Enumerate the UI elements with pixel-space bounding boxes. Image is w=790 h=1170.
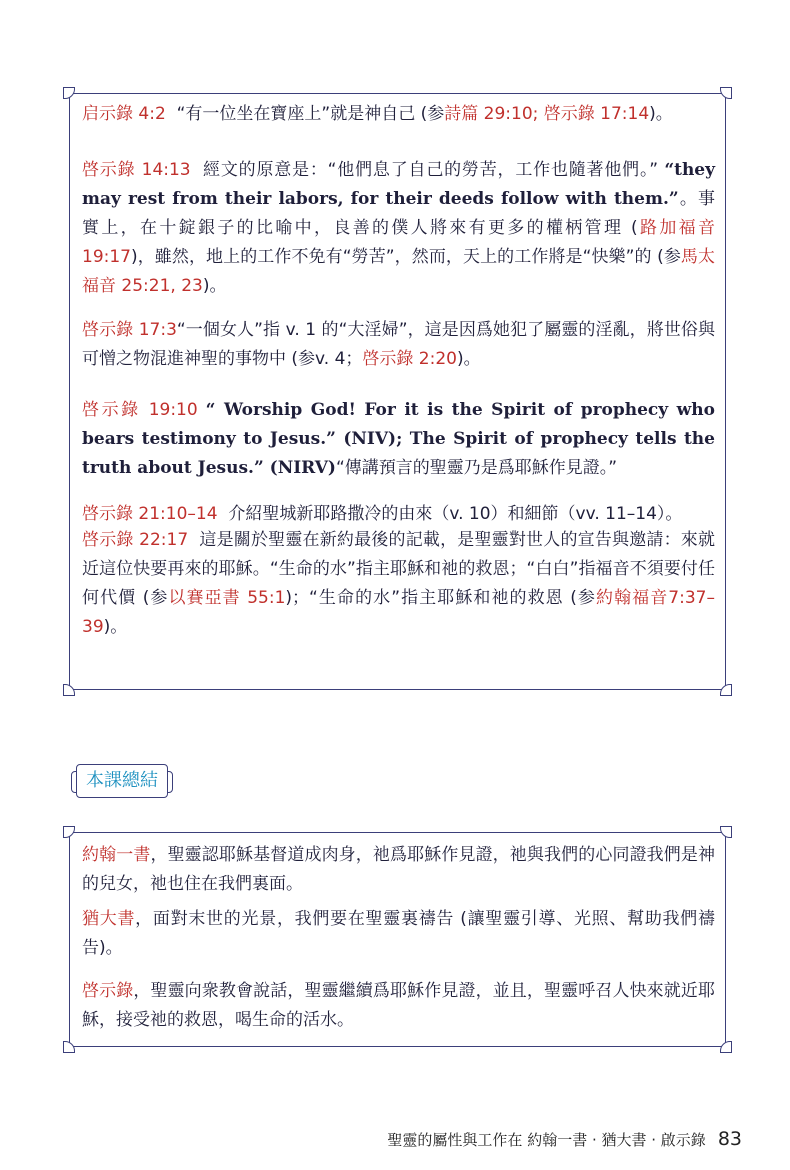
note-rev-21-10: [82, 500, 715, 529]
note-text: )；“生命的水”指主耶穌和祂的救恩 (参: [285, 588, 596, 608]
note-text: )。: [202, 276, 227, 296]
page-footer: [387, 1128, 742, 1150]
summary-text: ，聖靈認耶穌基督道成肉身，祂爲耶穌作見證，祂與我們的心同證我們是神的兒女，祂也住在我們裏面。: [82, 845, 716, 894]
note-text: “有一位坐在寶座上”就是神自己 (参: [176, 104, 445, 124]
note-text: )。: [457, 349, 481, 369]
scripture-ref: 以賽亞書 55:1: [168, 588, 286, 608]
summary-jude: [82, 905, 715, 963]
note-text: 經文的原意是：“他們息了自己的勞苦，工作也隨著他們。”: [203, 160, 659, 180]
summary-1john: [82, 841, 715, 899]
note-text: )，雖然，地上的工作不免有“勞苦”，然而，天上的工作將是“快樂”的 (参: [131, 247, 681, 267]
scripture-ref: 約翰福音7:37–39: [82, 588, 715, 637]
scripture-ref: 啓示錄 21:10–14: [82, 504, 218, 524]
note-text: “傳講預言的聖靈乃是爲耶穌作見證。”: [335, 458, 618, 478]
note-rev-22-17: [82, 526, 715, 642]
note-text: )。: [103, 617, 128, 637]
scripture-ref: 馬太福音 25:21, 23: [82, 247, 715, 296]
scripture-ref: 啓示錄 14:13: [82, 160, 191, 180]
english-quote: “they may rest from their labors, for their deeds follow with them.”: [82, 160, 715, 209]
summary-revelation: [82, 977, 715, 1035]
scripture-ref: 启示錄 4:2: [82, 104, 166, 124]
book-name: 啓示錄: [82, 981, 134, 1001]
commentary-box: [69, 93, 726, 690]
english-quote: “ Worship God! For it is the Spirit of prophecy who bears testimony to Jesus.” (NIV); The Spirit of prophecy tells the truth about Jesus.” (NIRV): [82, 400, 715, 478]
book-name: 約翰一書: [82, 845, 151, 865]
summary-text: ，面對末世的光景，我們要在聖靈裏禱告 (讓聖靈引導、光照、幫助我們禱告)。: [82, 909, 715, 958]
scripture-ref: 啓示錄 22:17: [82, 530, 189, 550]
running-title: 聖靈的屬性與工作在 約翰一書 · 猶大書 · 啟示錄: [387, 1131, 706, 1149]
note-rev-14-13: [82, 156, 715, 301]
note-text: 這是關於聖靈在新約最後的記載，是聖靈對世人的宣告與邀請：來就近這位快要再來的耶穌。“生命的水”指主耶穌和祂的救恩；“白白”指福音不須要付任何代價 (参: [82, 530, 715, 608]
note-text: 。事實上，在十錠銀子的比喻中，良善的僕人將來有更多的權柄管理 (: [82, 189, 715, 238]
note-text: “一個女人”指 v. 1 的“大淫婦”，這是因爲她犯了屬靈的淫亂，將世俗與可憎之物混進神聖的事物中 (参v. 4；: [82, 320, 715, 369]
note-text: 介紹聖城新耶路撒冷的由來（v. 10）和細節（vv. 11–14）。: [228, 504, 683, 524]
note-text: )。: [649, 104, 673, 124]
summary-text: ，聖靈向衆教會說話，聖靈繼續爲耶穌作見證，並且，聖靈呼召人快來就近耶穌，接受祂的救恩，喝生命的活水。: [82, 981, 716, 1030]
scripture-ref: 啓示錄 19:10: [82, 400, 198, 420]
scripture-ref: 啓示錄 17:3: [82, 320, 177, 340]
scripture-ref: 啓示錄 2:20: [362, 349, 457, 369]
book-name: 猶大書: [82, 909, 136, 929]
note-rev-19-10: [82, 396, 715, 483]
scripture-ref: 路加福音 19:17: [82, 218, 715, 267]
note-rev-17-3: [82, 316, 715, 374]
summary-box: [69, 832, 726, 1047]
page-number: 83: [717, 1128, 742, 1150]
summary-label: 本課總結: [76, 764, 168, 798]
scripture-ref: 詩篇 29:10; 啓示錄 17:14: [444, 104, 650, 124]
note-rev-4-2: [82, 100, 715, 129]
